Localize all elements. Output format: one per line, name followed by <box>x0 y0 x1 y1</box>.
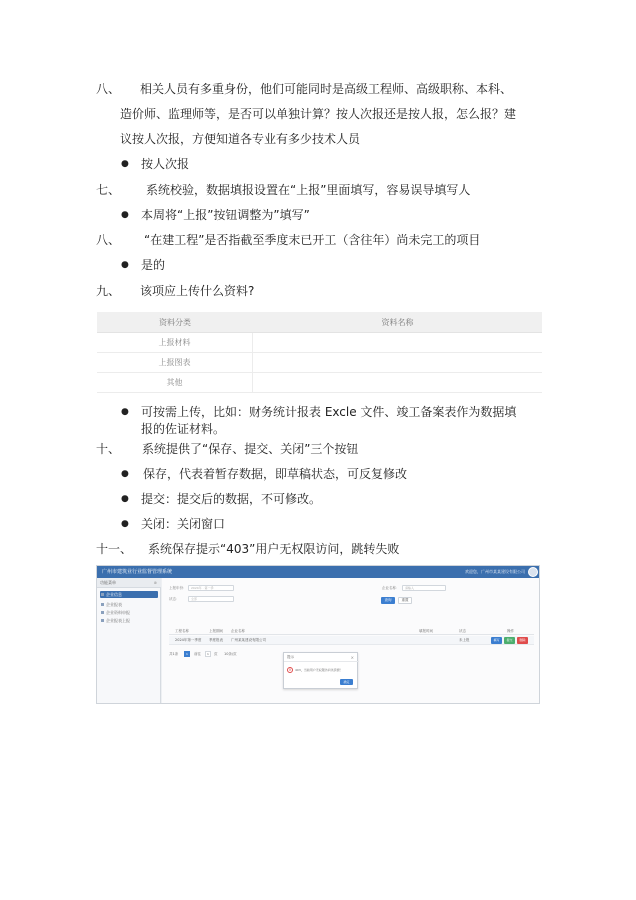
column-header: 操作 <box>507 629 514 633</box>
column-header: 上报期间 <box>209 629 223 633</box>
table-header <box>97 312 542 333</box>
table-row <box>97 373 542 393</box>
item-question-line: 相关人员有多重身份，他们可能同时是高级工程师、高级职称、本科、 <box>140 82 513 96</box>
sidebar-title: 功能菜单 <box>100 580 116 585</box>
answer-text: 是的 <box>141 258 166 272</box>
table-header <box>169 627 534 635</box>
item-number: 九、 <box>96 284 121 298</box>
submit-button[interactable]: 提交 <box>504 637 515 644</box>
item-question-line: 系统校验，数据填报设置在“上报”里面填写，容易误导填写人 <box>146 183 471 197</box>
bullet-icon: ● <box>121 159 129 169</box>
filter-label: 上报年份： <box>169 586 187 590</box>
table-cell: 2024年第一季度 <box>175 638 202 642</box>
status-badge: 未上报 <box>459 638 470 642</box>
column-header: 工程名称 <box>175 629 189 633</box>
bullet-icon: ● <box>121 210 129 220</box>
sidebar <box>97 578 161 704</box>
table-row <box>169 636 534 645</box>
item-number: 十、 <box>96 442 121 456</box>
item-number: 八、 <box>96 82 121 96</box>
doc-icon <box>101 611 104 614</box>
sidebar-item-label: 企业信息 <box>106 592 122 597</box>
column-header: 填报时间 <box>419 629 433 633</box>
item-question-line: 系统保存提示“403”用户无权限访问，跳转失败 <box>148 542 400 556</box>
item-question-line: 系统提供了“保存、提交、关闭”三个按钮 <box>142 442 359 456</box>
folder-icon <box>101 593 104 596</box>
collapse-icon[interactable]: ⊗ <box>153 580 157 585</box>
table-row <box>97 353 542 373</box>
dialog-message: 403，当前用户无权限访问该资源！ <box>295 668 343 672</box>
sidebar-item-company-reports[interactable] <box>100 601 158 608</box>
bullet-icon: ● <box>121 494 129 504</box>
table-cell: 上报图表 <box>97 353 253 373</box>
bullet-icon: ● <box>121 407 129 417</box>
item-number: 十一、 <box>96 542 133 556</box>
table-row <box>97 333 542 353</box>
query-button[interactable]: 查询 <box>381 597 395 604</box>
answer-text: 本周将“上报”按钮调整为”填写” <box>141 208 310 222</box>
sidebar-item-company-info[interactable] <box>100 591 158 598</box>
bullet-icon: ● <box>121 260 129 270</box>
pager-unit: 页 <box>214 652 218 656</box>
delete-button[interactable]: 删除 <box>517 637 528 644</box>
answer-text: 关闭：关闭窗口 <box>141 517 226 531</box>
sidebar-item-label: 企业资料申报 <box>106 610 130 615</box>
ok-button[interactable]: 确定 <box>340 679 353 685</box>
answer-text: 报的佐证材料。 <box>141 422 226 436</box>
item-number: 七、 <box>96 183 121 197</box>
pager-total: 共1条 <box>169 652 179 656</box>
answer-text: 提交：提交后的数据，不可修改。 <box>141 492 322 506</box>
avatar[interactable] <box>528 567 538 577</box>
dialog-title: 提示 <box>287 655 294 659</box>
pager-goto-label: 前往 <box>194 652 201 656</box>
user-name: 欢迎您，广州市某某建设有限公司 <box>465 569 525 574</box>
column-header: 资料分类 <box>159 318 191 327</box>
sidebar-item-material-declare[interactable] <box>100 609 158 616</box>
item-question-line: 该项应上传什么资料? <box>140 284 255 298</box>
column-header: 资料名称 <box>381 318 414 327</box>
item-question-line: “在建工程”是否指截至季度末已开工（含往年）尚未完工的项目 <box>144 233 481 247</box>
sidebar-item-label: 企业报表 <box>106 602 122 607</box>
year-select[interactable]: 2024年 · 第一季 <box>188 585 234 591</box>
table-cell: 上报材料 <box>97 333 253 353</box>
app-title: 广州市建筑业行业监督管理系统 <box>102 569 173 575</box>
pager-page-input[interactable]: 1 <box>205 651 211 657</box>
pager-page[interactable]: 1 <box>184 651 190 657</box>
item-number: 八、 <box>96 233 121 247</box>
error-dialog <box>283 652 358 689</box>
bullet-icon: ● <box>121 469 129 479</box>
dialog-header <box>284 653 359 662</box>
filter-label: 企业名称： <box>382 586 400 590</box>
status-select[interactable]: 全部 <box>188 596 234 602</box>
table-cell: 其他 <box>97 373 253 393</box>
table-cell: 广州某某建设有限公司 <box>231 638 266 642</box>
pager-per-page[interactable]: 10条/页 <box>224 652 237 656</box>
bullet-icon: ● <box>121 519 129 529</box>
item-question-line: 造价师、监理师等，是否可以单独计算？按人次报还是按人报，怎么报？建 <box>120 107 517 121</box>
answer-text: 可按需上传，比如：财务统计报表 Excle 文件、竣工备案表作为数据填 <box>141 405 517 419</box>
sidebar-header <box>97 578 161 588</box>
answer-text: 保存，代表着暂存数据，即草稿状态，可反复修改 <box>143 467 408 481</box>
table-cell: 季度报表 <box>209 638 223 642</box>
answer-text: 按人次报 <box>141 157 190 171</box>
item-question-line: 议按人次报，方便知道各专业有多少技术人员 <box>120 132 361 146</box>
sidebar-item-report-submit[interactable] <box>100 617 158 624</box>
reset-button[interactable]: 重置 <box>398 597 412 604</box>
app-header <box>97 566 540 578</box>
error-icon: × <box>288 667 292 672</box>
error-screenshot <box>96 565 540 704</box>
doc-icon <box>101 619 104 622</box>
fill-button[interactable]: 填写 <box>491 637 502 644</box>
doc-icon <box>101 603 104 606</box>
close-icon[interactable]: × <box>350 655 354 660</box>
column-header: 状态 <box>459 629 466 633</box>
filter-label: 状态： <box>169 597 180 601</box>
company-input[interactable]: 请输入 <box>402 585 446 591</box>
sidebar-item-label: 企业报表上报 <box>106 618 130 623</box>
materials-table <box>97 312 542 394</box>
column-header: 企业名称 <box>231 629 245 633</box>
